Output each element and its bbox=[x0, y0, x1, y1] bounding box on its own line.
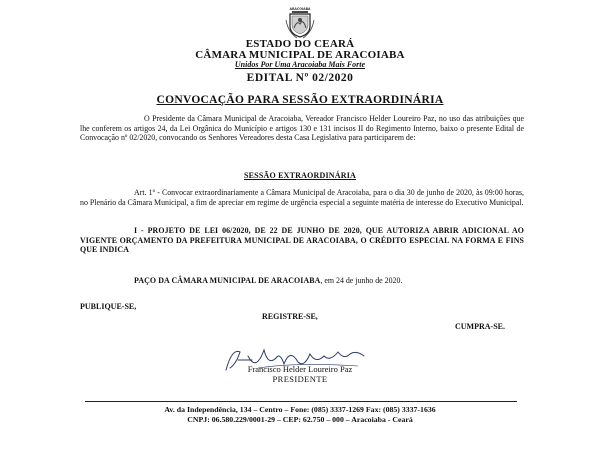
footer-address: Av. da Independência, 134 – Centro – Fone: (085) 3337-1269 Fax: (085) 3337-1636 bbox=[164, 405, 436, 414]
registre-se: REGISTRE-SE, bbox=[262, 312, 318, 321]
signatory-name: Francisco Helder Loureiro Paz bbox=[247, 364, 353, 374]
publique-se: PUBLIQUE-SE, bbox=[80, 302, 137, 311]
motto: Unidos Por Uma Aracoiaba Mais Forte bbox=[234, 60, 366, 69]
footer-divider bbox=[85, 401, 517, 402]
chamber-name: CÂMARA MUNICIPAL DE ARACOIABA bbox=[195, 49, 405, 61]
intro-paragraph: O Presidente da Câmara Municipal de Aracoiaba, Vereador Francisco Helder Loureiro Paz, no uso das atribuições que lhe conferem os artigos 24, da Lei Orgânica do Município e artigos 130 e 131 incisos II do Regimento Interno, baixo o presente Edital de Convocação nº 02/2020, convocando os Senhores Vereadores desta Casa Legislativa para participarem de: bbox=[80, 114, 524, 143]
bill-item-paragraph: I - PROJETO DE LEI 06/2020, DE 22 DE JUNHO DE 2020, QUE AUTORIZA ABRIR ADICIONAL AO VIGENTE ORÇAMENTO DA PREFEITURA MUNICIPAL DE ARACOIABA, O CRÉDITO ESPECIAL NA FORMA E FINS QUE INDICA bbox=[80, 226, 524, 255]
edital-number: EDITAL Nº 02/2020 bbox=[246, 72, 354, 84]
signatory-role: PRESIDENTE bbox=[272, 374, 328, 384]
coat-of-arms-icon bbox=[283, 6, 317, 40]
place-date: , em 24 de junho de 2020. bbox=[320, 276, 403, 285]
footer-registry: CNPJ: 06.580.229/0001-29 – CEP: 62.750 – 000 – Aracoiaba - Ceará bbox=[187, 415, 413, 424]
cumpra-se: CUMPRA-SE. bbox=[455, 322, 505, 331]
place-name: PAÇO DA CÂMARA MUNICIPAL DE ARACOIABA bbox=[134, 276, 321, 285]
article-paragraph: Art. 1º - Convocar extraordinariamente a Câmara Municipal de Aracoiaba, para o dia 30 de junho de 2020, às 09:00 horas, no Plenário da Câmara Municipal, a fim de apreciar em regime de urgência especial a seguinte matéria de interesse do Executivo Municipal. bbox=[80, 188, 524, 207]
state-name: ESTADO DO CEARÁ bbox=[245, 38, 355, 50]
convocation-title: CONVOCAÇÃO PARA SESSÃO EXTRAORDINÁRIA bbox=[156, 94, 444, 106]
svg-text:ARACOIABA: ARACOIABA bbox=[289, 7, 311, 11]
session-heading: SESSÃO EXTRAORDINÁRIA bbox=[243, 171, 356, 180]
place-date-paragraph bbox=[80, 276, 524, 286]
